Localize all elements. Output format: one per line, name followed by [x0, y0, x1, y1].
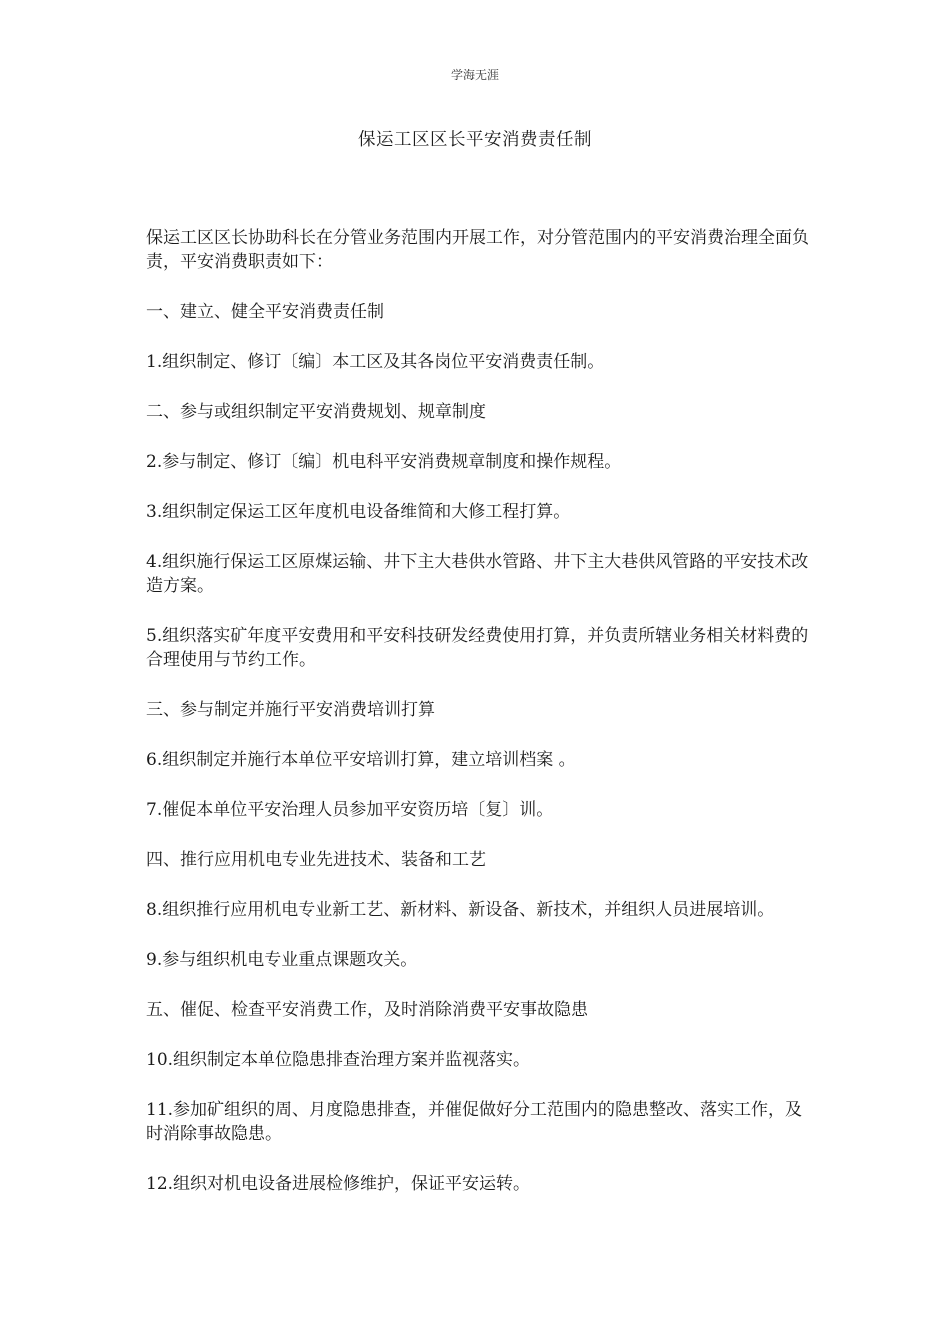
paragraph-item-7: 7.催促本单位平安治理人员参加平安资历培〔复〕训。	[146, 800, 554, 820]
section-heading-2: 二、参与或组织制定平安消费规划、规章制度	[146, 402, 486, 422]
paragraph-item-8: 8.组织推行应用机电专业新工艺、新材料、新设备、新技术，并组织人员进展培训。	[146, 900, 775, 920]
paragraph-item-10: 10.组织制定本单位隐患排查治理方案并监视落实。	[146, 1050, 531, 1070]
section-heading-5: 五、催促、检查平安消费工作，及时消除消费平安事故隐患	[146, 1000, 588, 1020]
paragraph-item-11: 11.参加矿组织的周、月度隐患排查，并催促做好分工范围内的隐患整改、落实工作，及时消除事故隐患。	[146, 1100, 803, 1144]
paragraph-item-4: 4.组织施行保运工区原煤运输、井下主大巷供水管路、井下主大巷供风管路的平安技术改造方案。	[146, 552, 809, 596]
paragraph-item-1: 1.组织制定、修订〔编〕本工区及其各岗位平安消费责任制。	[146, 352, 605, 372]
document-title: 保运工区区长平安消费责任制	[358, 130, 592, 150]
section-heading-3: 三、参与制定并施行平安消费培训打算	[146, 700, 435, 720]
paragraph-item-9: 9.参与组织机电专业重点课题攻关。	[146, 950, 418, 970]
paragraph-intro: 保运工区区长协助科长在分管业务范围内开展工作，对分管范围内的平安消费治理全面负责，平安消费职责如下：	[146, 228, 809, 272]
section-heading-4: 四、推行应用机电专业先进技术、装备和工艺	[146, 850, 486, 870]
paragraph-item-6: 6.组织制定并施行本单位平安培训打算，建立培训档案 。	[146, 750, 576, 770]
paragraph-item-12: 12.组织对机电设备进展检修维护，保证平安运转。	[146, 1174, 531, 1194]
paragraph-item-5: 5.组织落实矿年度平安费用和平安科技研发经费使用打算，并负责所辖业务相关材料费的合理使用与节约工作。	[146, 626, 809, 670]
section-heading-1: 一、建立、健全平安消费责任制	[146, 302, 384, 322]
document-body	[146, 226, 811, 1222]
paragraph-item-2: 2.参与制定、修订〔编〕机电科平安消费规章制度和操作规程。	[146, 452, 622, 472]
page-header: 学海无涯	[450, 68, 499, 82]
paragraph-item-3: 3.组织制定保运工区年度机电设备维简和大修工程打算。	[146, 502, 571, 522]
